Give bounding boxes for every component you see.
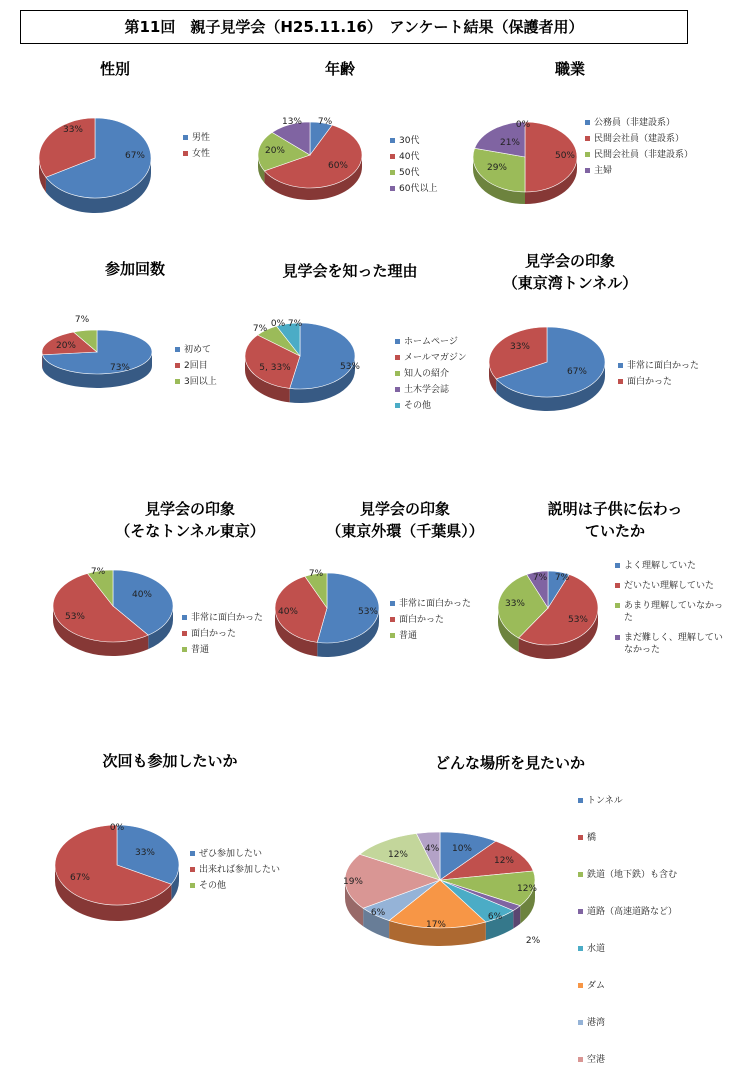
legend-swatch [578, 946, 583, 951]
data-label: 7% [318, 117, 333, 127]
legend-label: 60代以上 [399, 184, 437, 194]
data-label: 20% [265, 146, 285, 156]
legend-label: あまり理解していなかった [624, 601, 723, 623]
data-label: 40% [132, 590, 152, 600]
data-label: 7% [555, 573, 570, 583]
data-label: 67% [70, 873, 90, 883]
data-label: 6% [371, 908, 386, 918]
data-label: 50% [555, 151, 575, 161]
data-label: 6% [488, 912, 503, 922]
legend-swatch [578, 909, 583, 914]
legend-label: だいたい理解していた [624, 581, 714, 591]
legend-label: まだ難しく、理解していなかった [624, 633, 723, 655]
legend-item [578, 869, 728, 881]
legend-label: よく理解していた [624, 561, 696, 571]
legend-label: 水道 [587, 944, 605, 954]
chart-legend [578, 795, 728, 1091]
data-label: 7% [75, 315, 90, 325]
legend-swatch [578, 872, 583, 877]
page-title: 第11回 親子見学会（H25.11.16） アンケート結果（保護者用） [20, 10, 688, 44]
chart-title-line: 見学会を知った理由 [250, 260, 450, 282]
data-label: 7% [253, 324, 268, 334]
data-label: 5, 33% [259, 363, 291, 373]
data-label: 0% [516, 120, 531, 130]
data-label: 13% [282, 117, 302, 127]
legend-label: 非常に面白かった [627, 361, 699, 371]
legend-label: ホームページ [404, 337, 458, 347]
legend-swatch [578, 798, 583, 803]
chart-title-line: どんな場所を見たいか [410, 752, 610, 774]
legend-label: その他 [404, 401, 431, 411]
legend-label: 女性 [192, 149, 210, 159]
legend-item [578, 943, 728, 955]
chart-title-line: 見学会の印象 [305, 498, 505, 520]
chart-title-line: 見学会の印象 [490, 250, 650, 272]
chart-title-line: （東京外環（千葉県）） [305, 520, 505, 542]
chart-title-line: 見学会の印象 [95, 498, 285, 520]
legend-label: トンネル [587, 796, 623, 806]
data-label: 20% [56, 341, 76, 351]
data-label: 17% [426, 920, 446, 930]
legend-label: 初めて [184, 345, 211, 355]
legend-label: 男性 [192, 133, 210, 143]
data-label: 33% [505, 599, 525, 609]
data-label: 53% [65, 612, 85, 622]
data-label: 73% [110, 363, 130, 373]
legend-label: 50代 [399, 168, 419, 178]
chart-title-line: 参加回数 [60, 258, 210, 280]
legend-label: 橋 [587, 833, 596, 843]
legend-label: 民間会社員（非建設系） [594, 150, 693, 160]
data-label: 60% [328, 161, 348, 171]
chart-title-line: （東京湾トンネル） [490, 272, 650, 294]
data-label: 67% [567, 367, 587, 377]
legend-label: ダム [587, 981, 605, 991]
legend-swatch [578, 983, 583, 988]
legend-label: 道路（高速道路など） [587, 907, 677, 917]
legend-label: 面白かった [191, 629, 236, 639]
chart-title-line: 職業 [510, 58, 630, 80]
data-label: 33% [135, 848, 155, 858]
legend-label: 公務員（非建設系） [594, 118, 675, 128]
legend-item [578, 795, 728, 807]
chart-title-line: （そなトンネル東京） [95, 520, 285, 542]
data-label: 33% [510, 342, 530, 352]
legend-label: 普通 [399, 631, 417, 641]
legend-item [578, 1054, 728, 1066]
data-label: 53% [340, 362, 360, 372]
legend-label: 知人の紹介 [404, 369, 449, 379]
data-label: 0% [271, 319, 286, 329]
data-label: 12% [494, 856, 514, 866]
chart-title-line: 性別 [40, 58, 190, 80]
data-label: 33% [63, 125, 83, 135]
data-label: 12% [388, 850, 408, 860]
legend-label: 非常に面白かった [399, 599, 471, 609]
legend-label: 3回以上 [184, 377, 217, 387]
legend-label: 主婦 [594, 166, 612, 176]
data-label: 7% [288, 319, 303, 329]
legend-label: その他 [199, 881, 226, 891]
data-label: 29% [487, 163, 507, 173]
chart-title-line: 次回も参加したいか [70, 750, 270, 772]
legend-label: 出来れば参加したい [199, 865, 280, 875]
data-label: 4% [425, 844, 440, 854]
legend-label: 面白かった [627, 377, 672, 387]
legend-label: 空港 [587, 1055, 605, 1065]
legend-label: 2回目 [184, 361, 208, 371]
data-label: 40% [278, 607, 298, 617]
legend-label: メールマガジン [404, 353, 467, 363]
data-label: 10% [452, 844, 472, 854]
legend-label: 非常に面白かった [191, 613, 263, 623]
data-label: 2% [526, 936, 541, 946]
legend-swatch [578, 835, 583, 840]
chart-title-line: 説明は子供に伝わっ [520, 498, 710, 520]
legend-item [578, 906, 728, 918]
legend-label: 面白かった [399, 615, 444, 625]
legend-label: 30代 [399, 136, 419, 146]
data-label: 67% [125, 151, 145, 161]
data-label: 21% [500, 138, 520, 148]
data-label: 19% [343, 877, 363, 887]
legend-label: 土木学会誌 [404, 385, 449, 395]
data-label: 53% [358, 607, 378, 617]
data-label: 7% [91, 567, 106, 577]
legend-label: 鉄道（地下鉄）も含む [587, 870, 677, 880]
legend-item [578, 980, 728, 992]
chart-title-line: 年齢 [270, 58, 410, 80]
chart-title-line: ていたか [520, 520, 710, 542]
legend-swatch [578, 1057, 583, 1062]
legend-label: 民間会社員（建設系） [594, 134, 684, 144]
data-label: 53% [568, 615, 588, 625]
legend-item [578, 832, 728, 844]
data-label: 0% [110, 823, 125, 833]
legend-label: 40代 [399, 152, 419, 162]
legend-swatch [578, 1020, 583, 1025]
data-label: 12% [517, 884, 537, 894]
data-label: 7% [309, 569, 324, 579]
legend-item [578, 1017, 728, 1029]
legend-label: 港湾 [587, 1018, 605, 1028]
legend-label: ぜひ参加したい [199, 849, 262, 859]
data-label: 7% [533, 573, 548, 583]
legend-label: 普通 [191, 645, 209, 655]
